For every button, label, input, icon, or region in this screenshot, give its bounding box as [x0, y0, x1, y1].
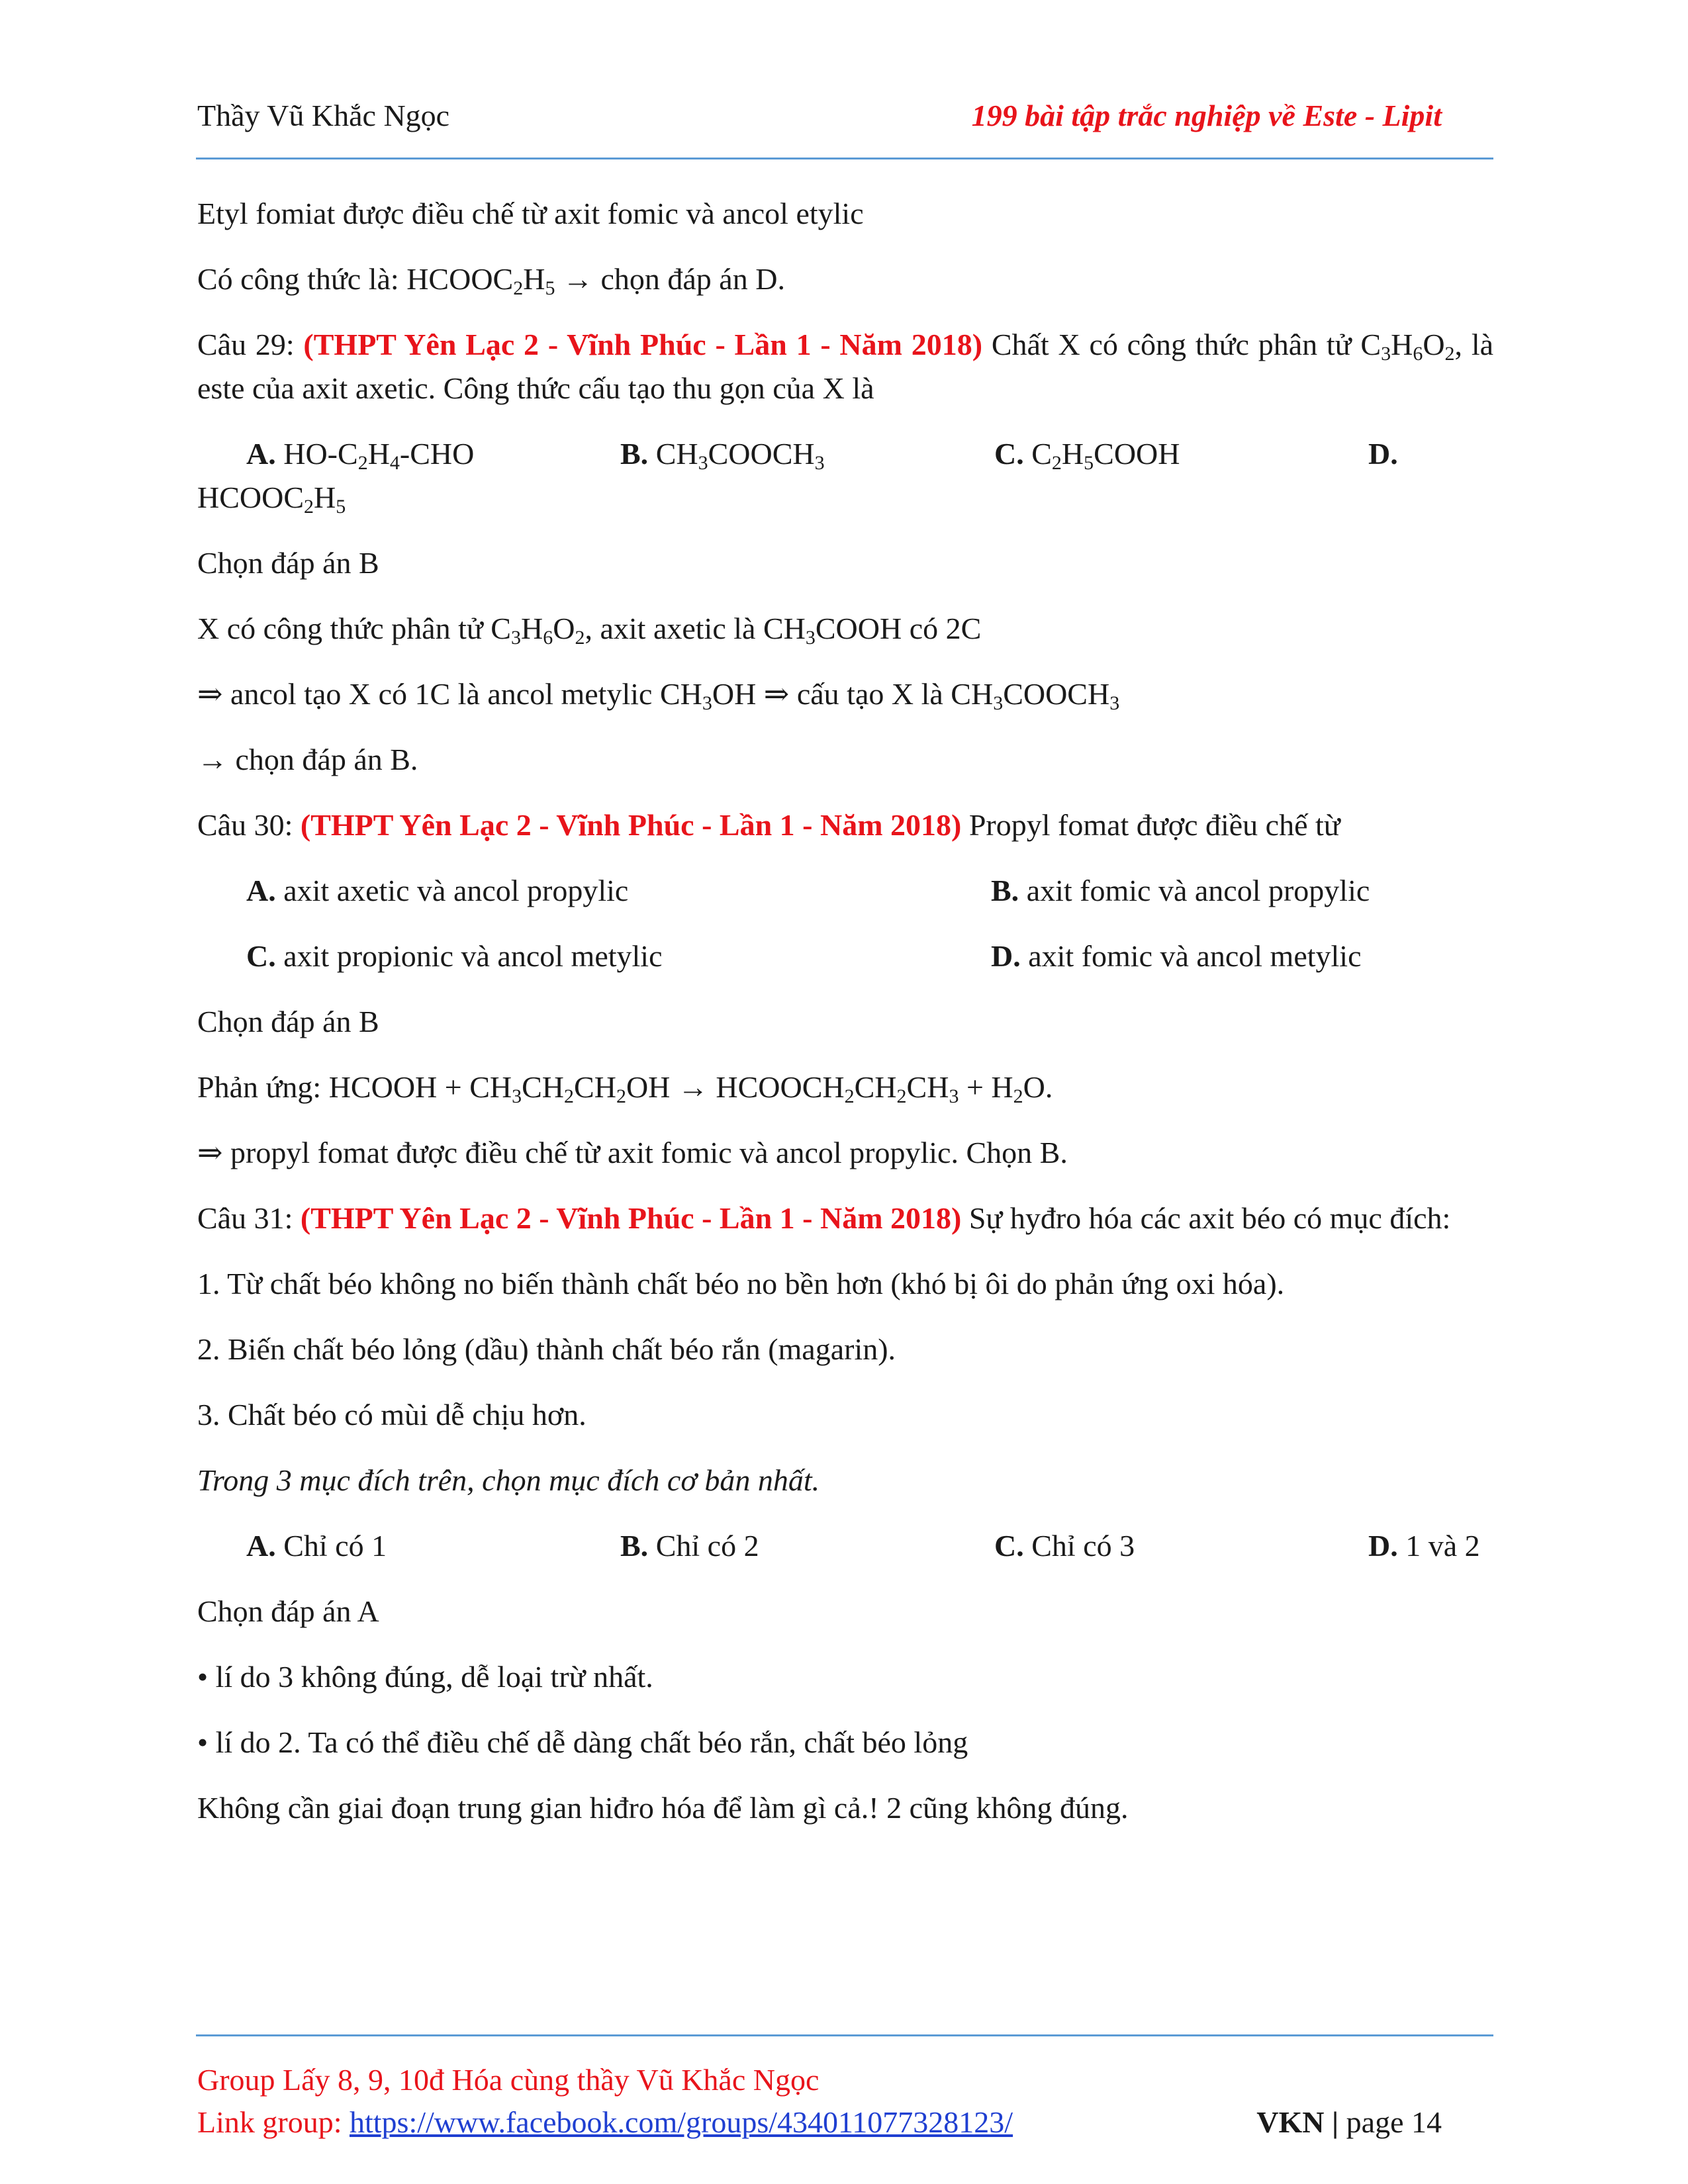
question-29-source: (THPT Yên Lạc 2 - Vĩnh Phúc - Lần 1 - Năm 2018) [303, 328, 983, 361]
intro-line-2: Có công thức là: $HCOOC_2H_5$ → chọn đáp án D. [197, 262, 785, 299]
question-29-explanation-1: X có công thức phân tử $C_3H_6O_2$, axit axetic là $CH_3COOH$ có 2C [197, 612, 982, 649]
footer-link-line [197, 2105, 1013, 2140]
option-a: A. axit axetic và ancol propylic [246, 874, 629, 907]
question-30-answer: Chọn đáp án B [197, 1005, 379, 1038]
question-29-label: Câu 29: [197, 328, 304, 361]
option-d: D. [1368, 437, 1398, 471]
question-30-options-row-1 [197, 869, 1493, 913]
question-31-options [197, 1524, 1493, 1568]
question-30-source: (THPT Yên Lạc 2 - Vĩnh Phúc - Lần 1 - Năm 2018) [300, 808, 962, 842]
option-b: B. $CH_3COOCH_3$ [620, 437, 825, 474]
footer-rule [196, 2034, 1493, 2036]
question-30-explanation-2: ⇒ propyl fomat được điều chế từ axit fomic và ancol propylic. Chọn B. [197, 1136, 1068, 1169]
option-d: D. 1 và 2 [1368, 1529, 1480, 1563]
question-31-item-1: 1. Từ chất béo không no biến thành chất béo no bền hơn (khó bị ôi do phản ứng oxi hóa). [197, 1267, 1285, 1300]
question-31-item-3: 3. Chất béo có mùi dễ chịu hơn. [197, 1398, 586, 1432]
header-title: 199 bài tập trắc nghiệp về Este - Lipit [971, 99, 1442, 132]
question-29-explanation-3: → chọn đáp án B. [197, 743, 418, 776]
question-29-options [197, 432, 1493, 476]
option-d-text: $HCOOC_2H_5$ [197, 480, 346, 518]
option-c: C. axit propionic và ancol metylic [246, 939, 663, 973]
option-c: C. Chỉ có 3 [994, 1529, 1135, 1563]
question-29-stem: Câu 29: (THPT Yên Lạc 2 - Vĩnh Phúc - Lần 1 - Năm 2018) Chất X có công thức phân tử $C_3H_6O_2$, là este của axit axetic. Công thức cấu tạo thu gọn của X là [197, 328, 1494, 405]
intro-line-1: Etyl fomiat được điều chế từ axit fomic và ancol etylic [197, 197, 864, 230]
question-31-explanation-2: • lí do 2. Ta có thể điều chế dễ dàng chất béo rắn, chất béo lỏng [197, 1725, 968, 1759]
question-30-label: Câu 30: [197, 808, 301, 842]
footer-group-name: Group Lấy 8, 9, 10đ Hóa cùng thầy Vũ Khắc Ngọc [197, 2063, 820, 2097]
question-31-stem: Câu 31: (THPT Yên Lạc 2 - Vĩnh Phúc - Lần 1 - Năm 2018) Sự hyđro hóa các axit béo có mục đích: [197, 1201, 1451, 1235]
option-a: A. $HO-C_2H_4$-CHO [246, 437, 475, 474]
option-a: A. Chỉ có 1 [246, 1529, 387, 1563]
footer-link-label: Link group: [197, 2105, 350, 2139]
header-rule [196, 158, 1493, 159]
question-31-explanation-3: Không cần giai đoạn trung gian hiđro hóa để làm gì cả.! 2 cũng không đúng. [197, 1791, 1129, 1825]
question-31-explanation-1: • lí do 3 không đúng, dễ loại trừ nhất. [197, 1660, 653, 1694]
footer-page-number: VKN | page 14 [1256, 2105, 1442, 2139]
option-b: B. axit fomic và ancol propylic [991, 874, 1370, 907]
question-31-answer: Chọn đáp án A [197, 1594, 379, 1628]
question-30-explanation-1: Phản ứng: HCOOH + $CH_3CH_2CH_2OH$ → $HCOOCH_2CH_2CH_3 + H_2O$. [197, 1070, 1053, 1107]
question-30-stem: Câu 30: (THPT Yên Lạc 2 - Vĩnh Phúc - Lần 1 - Năm 2018) Propyl fomat được điều chế từ [197, 808, 1340, 842]
question-30-options-row-2 [197, 934, 1493, 978]
option-b: B. Chỉ có 2 [620, 1529, 759, 1563]
question-29-explanation-2: ⇒ ancol tạo X có 1C là ancol metylic $CH_3OH$ ⇒ cấu tạo X là $CH_3COOCH_3$ [197, 677, 1120, 714]
option-d: D. axit fomic và ancol metylic [991, 939, 1362, 973]
question-31-label: Câu 31: [197, 1201, 301, 1235]
page-content [197, 192, 1493, 1852]
question-29-answer: Chọn đáp án B [197, 546, 379, 580]
footer-group-link[interactable]: https://www.facebook.com/groups/434011077328123/ [349, 2105, 1013, 2139]
question-31-question: Trong 3 mục đích trên, chọn mục đích cơ bản nhất. [197, 1463, 820, 1497]
footer-brand: VKN [1256, 2105, 1325, 2139]
question-31-item-2: 2. Biến chất béo lỏng (dầu) thành chất béo rắn (magarin). [197, 1332, 896, 1366]
question-31-source: (THPT Yên Lạc 2 - Vĩnh Phúc - Lần 1 - Năm 2018) [300, 1201, 962, 1235]
option-c: C. $C_2H_5COOH$ [994, 437, 1180, 474]
header-author: Thầy Vũ Khắc Ngọc [197, 99, 450, 132]
